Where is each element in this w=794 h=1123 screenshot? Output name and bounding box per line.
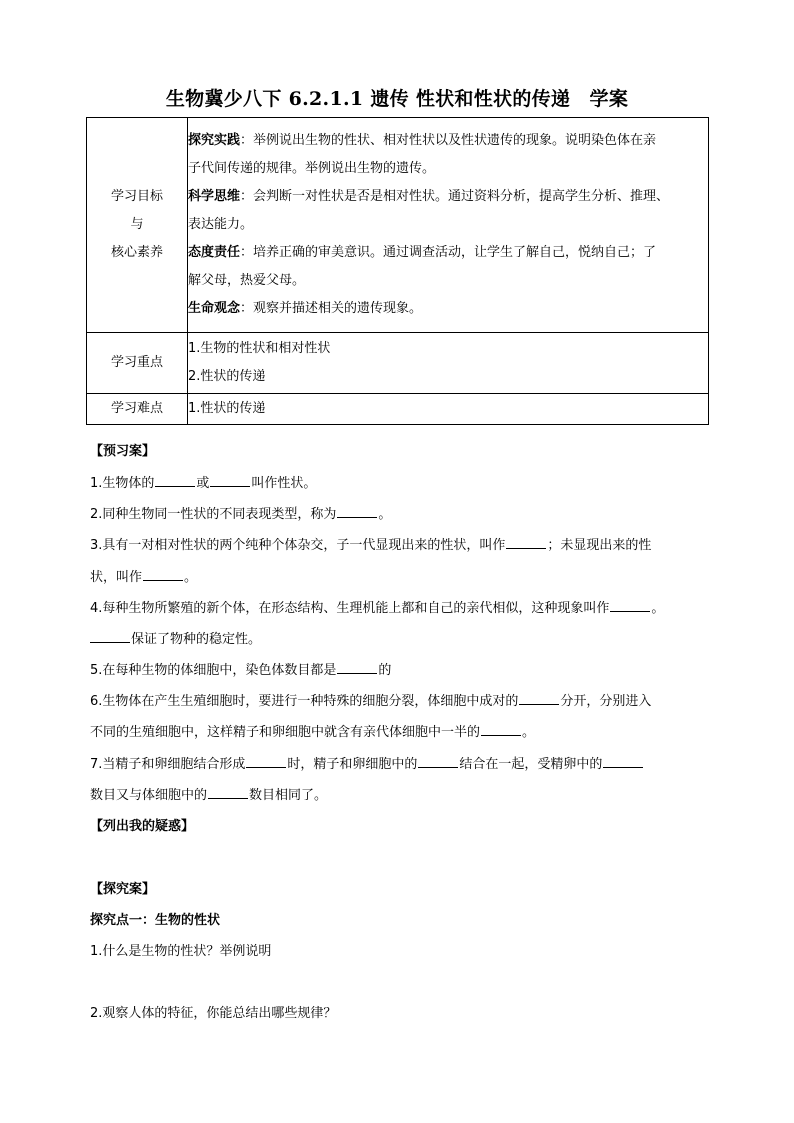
question-text: 状，叫作 — [90, 570, 143, 585]
question-text: 或 — [196, 476, 210, 491]
goal-item — [188, 183, 708, 211]
question-text: 。 — [651, 601, 665, 616]
preview-question-3 — [90, 534, 651, 553]
goal-item — [188, 127, 708, 155]
answer-blank[interactable] — [337, 661, 377, 674]
preview-question-6-cont — [90, 721, 535, 740]
key-points-row — [87, 333, 709, 394]
answer-blank[interactable] — [208, 786, 248, 799]
goal-title: 科学思维 — [188, 189, 241, 204]
question-text: 7.当精子和卵细胞结合形成 — [90, 757, 246, 772]
question-text: 的 — [378, 663, 392, 678]
preview-question-7 — [90, 753, 644, 772]
goal-title: 生命观念 — [188, 301, 241, 316]
answer-blank[interactable] — [610, 599, 650, 612]
objectives-table — [86, 117, 709, 425]
goal-text-cont: 解父母，热爱父母。 — [188, 273, 306, 288]
preview-heading: 【预习案】 — [90, 444, 156, 459]
difficulty-content — [188, 394, 709, 425]
goal-text: ：会判断一对性状是否是相对性状。通过资料分析，提高学生分析、推理、 — [240, 189, 670, 204]
question-text: 。 — [378, 507, 392, 522]
question-text: ；未显现出来的性 — [547, 538, 652, 553]
goal-text: ：培养正确的审美意识。通过调查活动，让学生了解自己，悦纳自己；了 — [240, 245, 657, 260]
explore-point-1: 探究点一：生物的性状 — [90, 913, 221, 928]
key-point: 2.性状的传递 — [188, 369, 266, 384]
preview-question-5 — [90, 659, 391, 678]
explore-question-1: 1.什么是生物的性状？举例说明 — [90, 944, 272, 959]
difficulty-label: 学习难点 — [87, 394, 188, 425]
question-text: 6.生物体在产生生殖细胞时，要进行一种特殊的细胞分裂，体细胞中成对的 — [90, 694, 519, 709]
goals-label-cell — [87, 118, 188, 333]
goal-item — [188, 295, 708, 323]
key-points-content — [188, 333, 709, 394]
preview-question-1 — [90, 472, 316, 491]
goal-text: ：观察并描述相关的遗传现象。 — [240, 301, 423, 316]
goal-text-cont: 表达能力。 — [188, 217, 254, 232]
preview-question-4 — [90, 597, 664, 616]
doubts-heading: 【列出我的疑惑】 — [90, 819, 195, 834]
answer-blank[interactable] — [143, 568, 183, 581]
goals-row — [87, 118, 709, 333]
page-title: 生物冀少八下 6.2.1.1 遗传 性状和性状的传递 学案 — [165, 88, 629, 110]
question-text: 5.在每种生物的体细胞中，染色体数目都是 — [90, 663, 337, 678]
answer-blank[interactable] — [519, 692, 559, 705]
goals-label-line: 与 — [130, 217, 144, 232]
answer-blank[interactable] — [481, 723, 521, 736]
question-text: 2.同种生物同一性状的不同表现类型，称为 — [90, 507, 337, 522]
goal-item — [188, 239, 708, 267]
question-text: 。 — [184, 570, 198, 585]
answer-blank[interactable] — [246, 755, 286, 768]
question-text: 时，精子和卵细胞中的 — [287, 757, 418, 772]
question-text: 保证了物种的稳定性。 — [131, 632, 262, 647]
preview-question-4-cont — [90, 628, 261, 647]
preview-question-6 — [90, 690, 651, 709]
key-points-label: 学习重点 — [87, 333, 188, 394]
question-text: 3.具有一对相对性状的两个纯种个体杂交，子一代显现出来的性状，叫作 — [90, 538, 506, 553]
key-point: 1.生物的性状和相对性状 — [188, 341, 331, 356]
answer-blank[interactable] — [90, 630, 130, 643]
answer-blank[interactable] — [418, 755, 458, 768]
preview-question-7-cont — [90, 784, 327, 803]
goals-label-line: 学习目标 — [110, 189, 163, 204]
explore-question-2: 2.观察人体的特征，你能总结出哪些规律？ — [90, 1006, 337, 1021]
answer-blank[interactable] — [155, 474, 195, 487]
preview-question-2 — [90, 503, 391, 522]
question-text: 。 — [522, 725, 536, 740]
goals-label-line: 核心素养 — [110, 245, 163, 260]
question-text: 数目相同了。 — [249, 788, 328, 803]
difficulty-row — [87, 394, 709, 425]
question-text: 4.每种生物所繁殖的新个体，在形态结构、生理机能上都和自己的亲代相似，这种现象叫作 — [90, 601, 610, 616]
goal-text: ：举例说出生物的性状、相对性状以及性状遗传的现象。说明染色体在亲 — [240, 133, 657, 148]
answer-blank[interactable] — [506, 536, 546, 549]
question-text: 结合在一起，受精卵中的 — [459, 757, 603, 772]
goal-text-cont: 子代间传递的规律。举例说出生物的遗传。 — [188, 161, 436, 176]
question-text: 不同的生殖细胞中，这样精子和卵细胞中就含有亲代体细胞中一半的 — [90, 725, 481, 740]
preview-question-3-cont — [90, 566, 197, 585]
goal-title: 态度责任 — [188, 245, 241, 260]
question-text: 1.生物体的 — [90, 476, 155, 491]
difficulty-point: 1.性状的传递 — [188, 401, 266, 416]
question-text: 叫作性状。 — [251, 476, 317, 491]
question-text: 分开，分别进入 — [560, 694, 652, 709]
goal-title: 探究实践 — [188, 133, 241, 148]
answer-blank[interactable] — [210, 474, 250, 487]
answer-blank[interactable] — [603, 755, 643, 768]
question-text: 数目又与体细胞中的 — [90, 788, 208, 803]
explore-heading: 【探究案】 — [90, 882, 156, 897]
goals-content-cell — [188, 118, 709, 333]
answer-blank[interactable] — [337, 505, 377, 518]
